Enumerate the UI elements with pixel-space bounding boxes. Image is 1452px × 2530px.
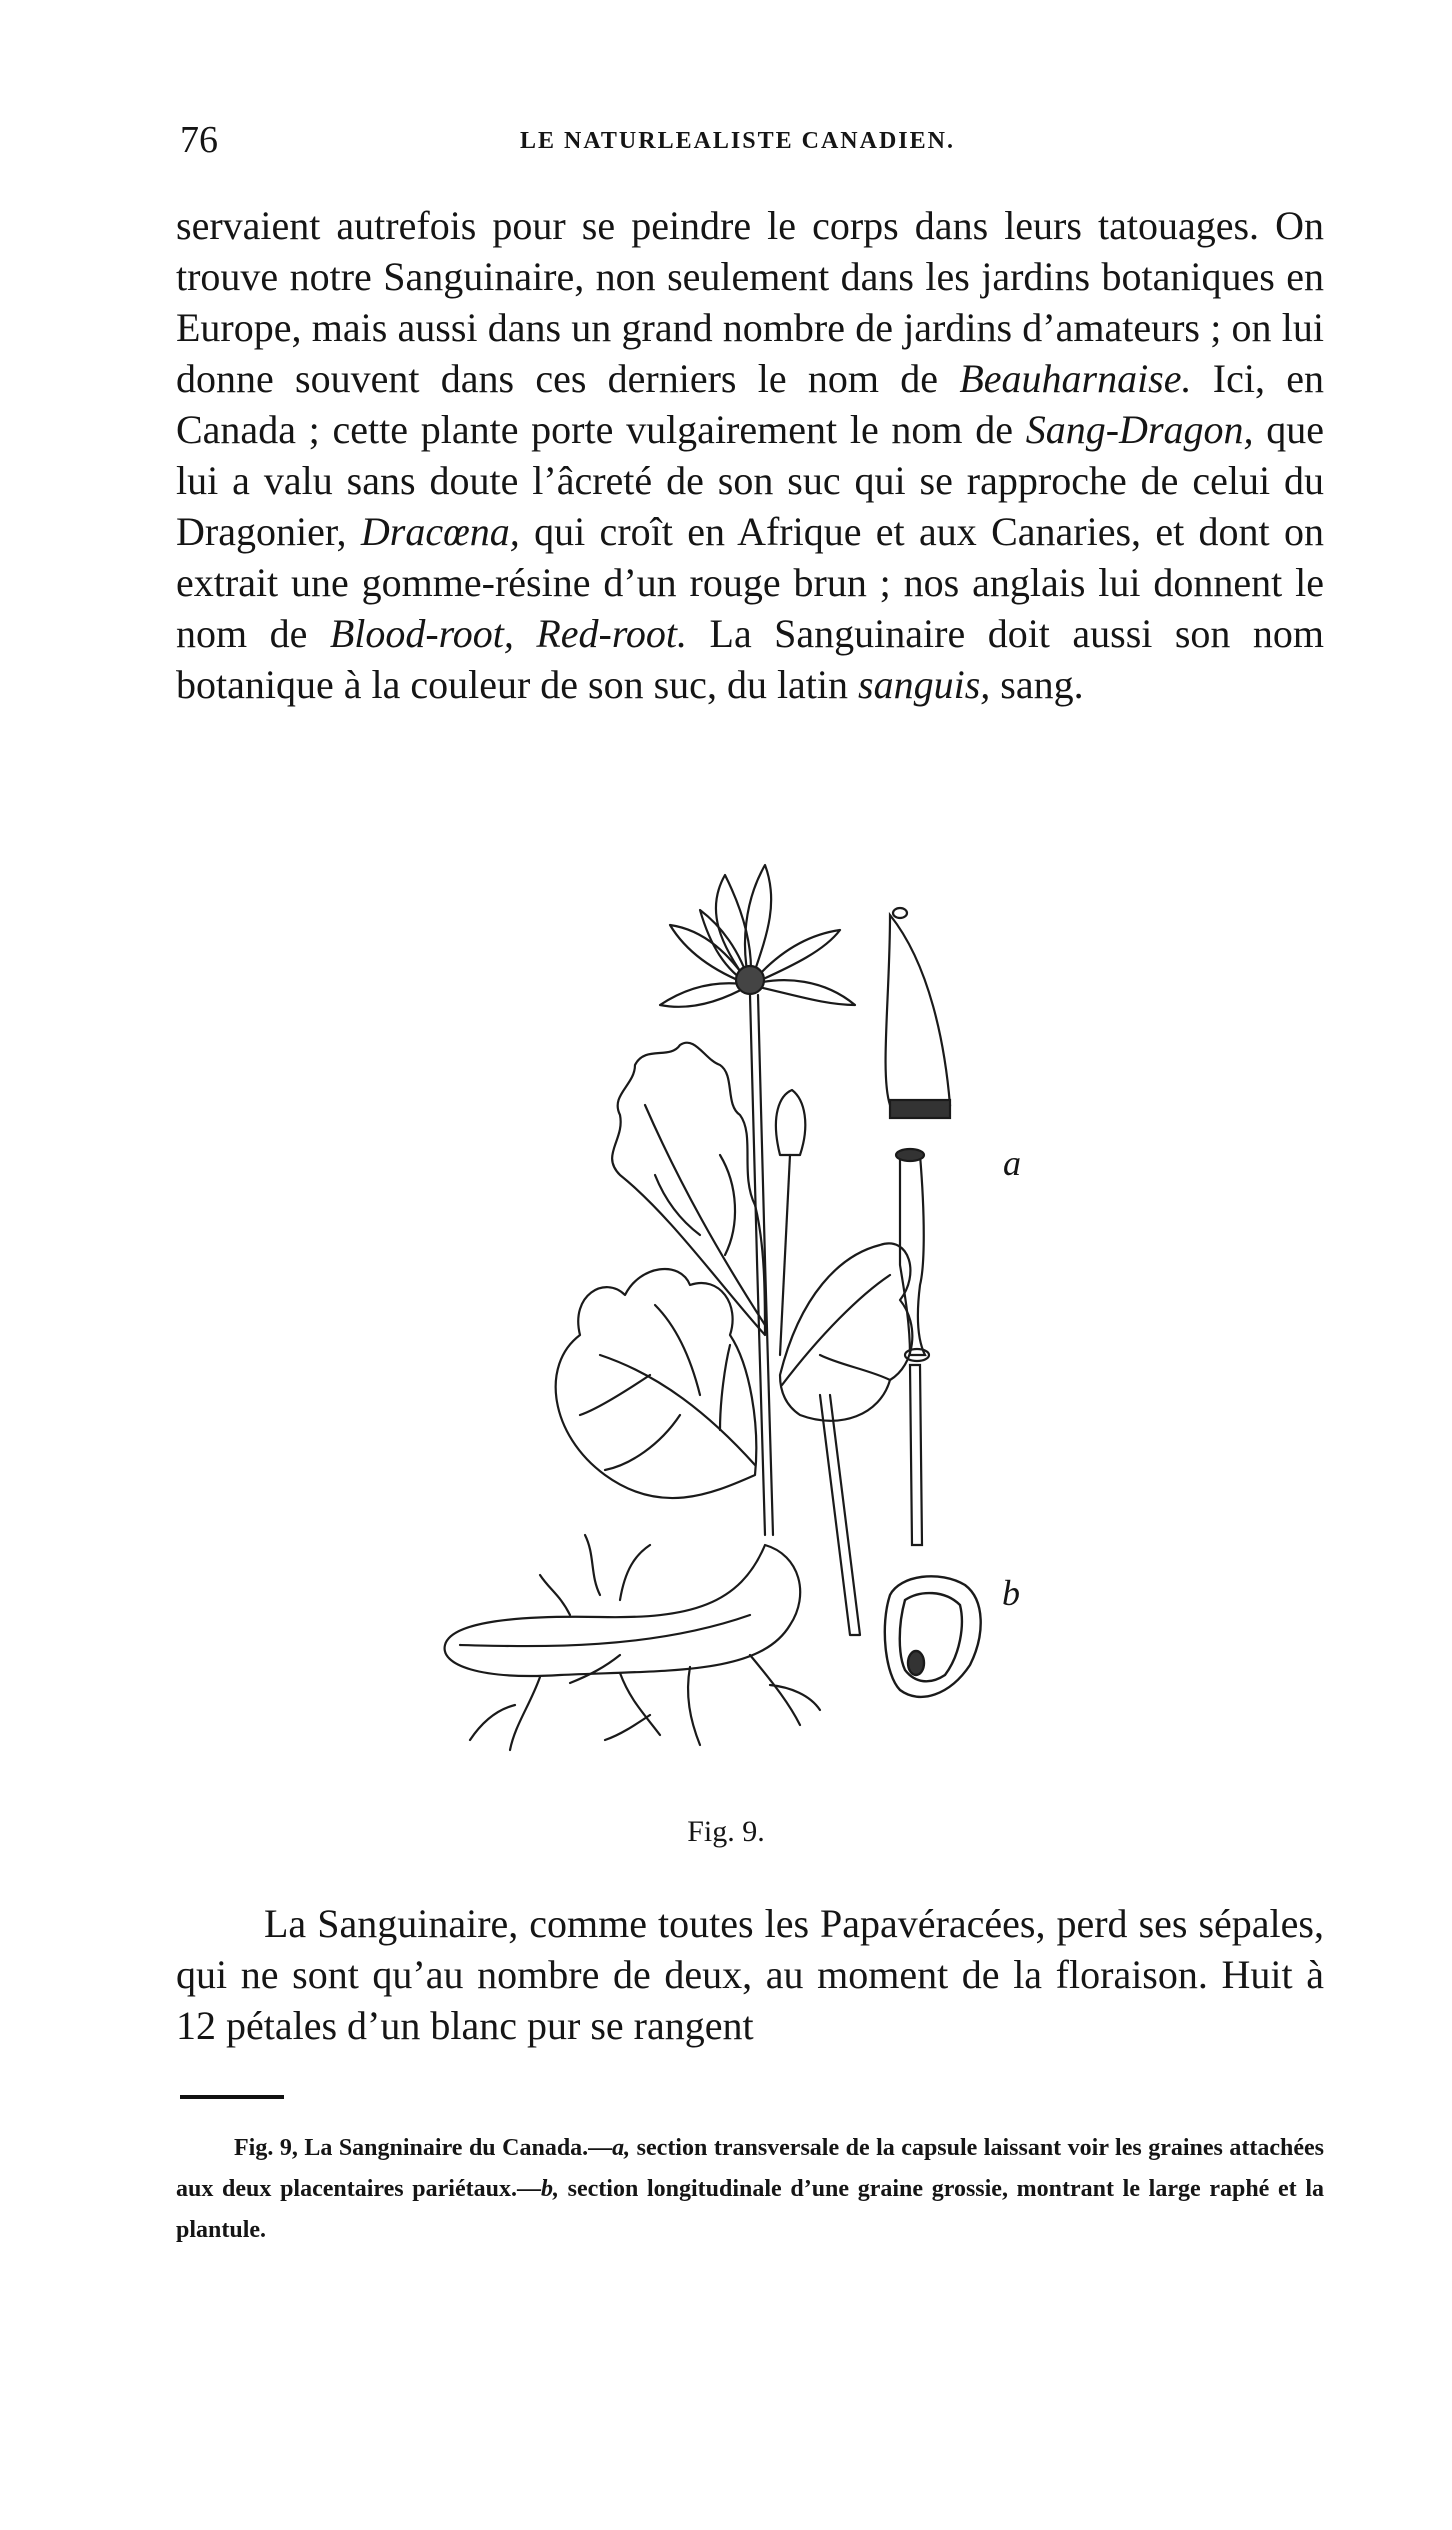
figure-label-a: a bbox=[1003, 1143, 1021, 1183]
leaf-stalk bbox=[820, 1395, 860, 1635]
page-header bbox=[180, 118, 1320, 168]
figure-label-b: b bbox=[1002, 1573, 1020, 1613]
right-leaf bbox=[780, 1243, 912, 1420]
root bbox=[510, 1677, 540, 1750]
running-title: LE NATURLEALISTE CANADIEN. bbox=[520, 128, 955, 154]
rhizome bbox=[445, 1545, 801, 1676]
lobed-leaf bbox=[612, 1043, 765, 1335]
flower-petal bbox=[750, 980, 855, 1005]
figure-caption: Fig. 9. bbox=[687, 1815, 765, 1848]
paragraph-2: La Sanguinaire, comme toutes les Papavéracées, perd ses sépales, qui ne sont qu’au nombre de deux, au moment de la floraison. Huit à 12 pétales d’un blanc pur se rangent bbox=[176, 1901, 1324, 2048]
footnote: Fig. 9, La Sangninaire du Canada.—a, section transversale de la capsule laissant voir les graines attachées aux deux placentaires pariétaux.—b, section longitudinale d’une graine grossie, montrant le large raphé et la plantule. bbox=[176, 2135, 1324, 2243]
flower-center bbox=[736, 966, 764, 994]
paragraph-1: servaient autrefois pour se peindre le corps dans leurs tatouages. On trouve notre Sanguinaire, non seulement dans les jardins botaniques en Europe, mais aussi dans un grand nombre de jardins d’amateurs ; on lui donne souvent dans ces derniers le nom de Beauharnaise. Ici, en Canada ; cette plante porte vulgairement le nom de Sang-Dragon, que lui a valu sans doute l’âcreté de son suc qui se rapproche de celui du Dragonier, Dracœna, qui croît en Afrique et aux Canaries, et dont on extrait une gomme-résine d’un rouge brun ; nos anglais lui donnent le nom de Blood-root, Red-root. La Sanguinaire doit aussi son nom botanique à la couleur de son suc, du latin sanguis, sang. bbox=[176, 203, 1325, 707]
seed-section-b bbox=[885, 1576, 981, 1697]
bloodroot-illustration bbox=[420, 855, 1060, 1815]
capsule-section-a bbox=[886, 908, 950, 1545]
large-left-leaf bbox=[556, 1269, 757, 1498]
flower-bud bbox=[776, 1090, 805, 1155]
footnote-rule bbox=[180, 2095, 284, 2099]
page-number: 76 bbox=[180, 119, 218, 161]
